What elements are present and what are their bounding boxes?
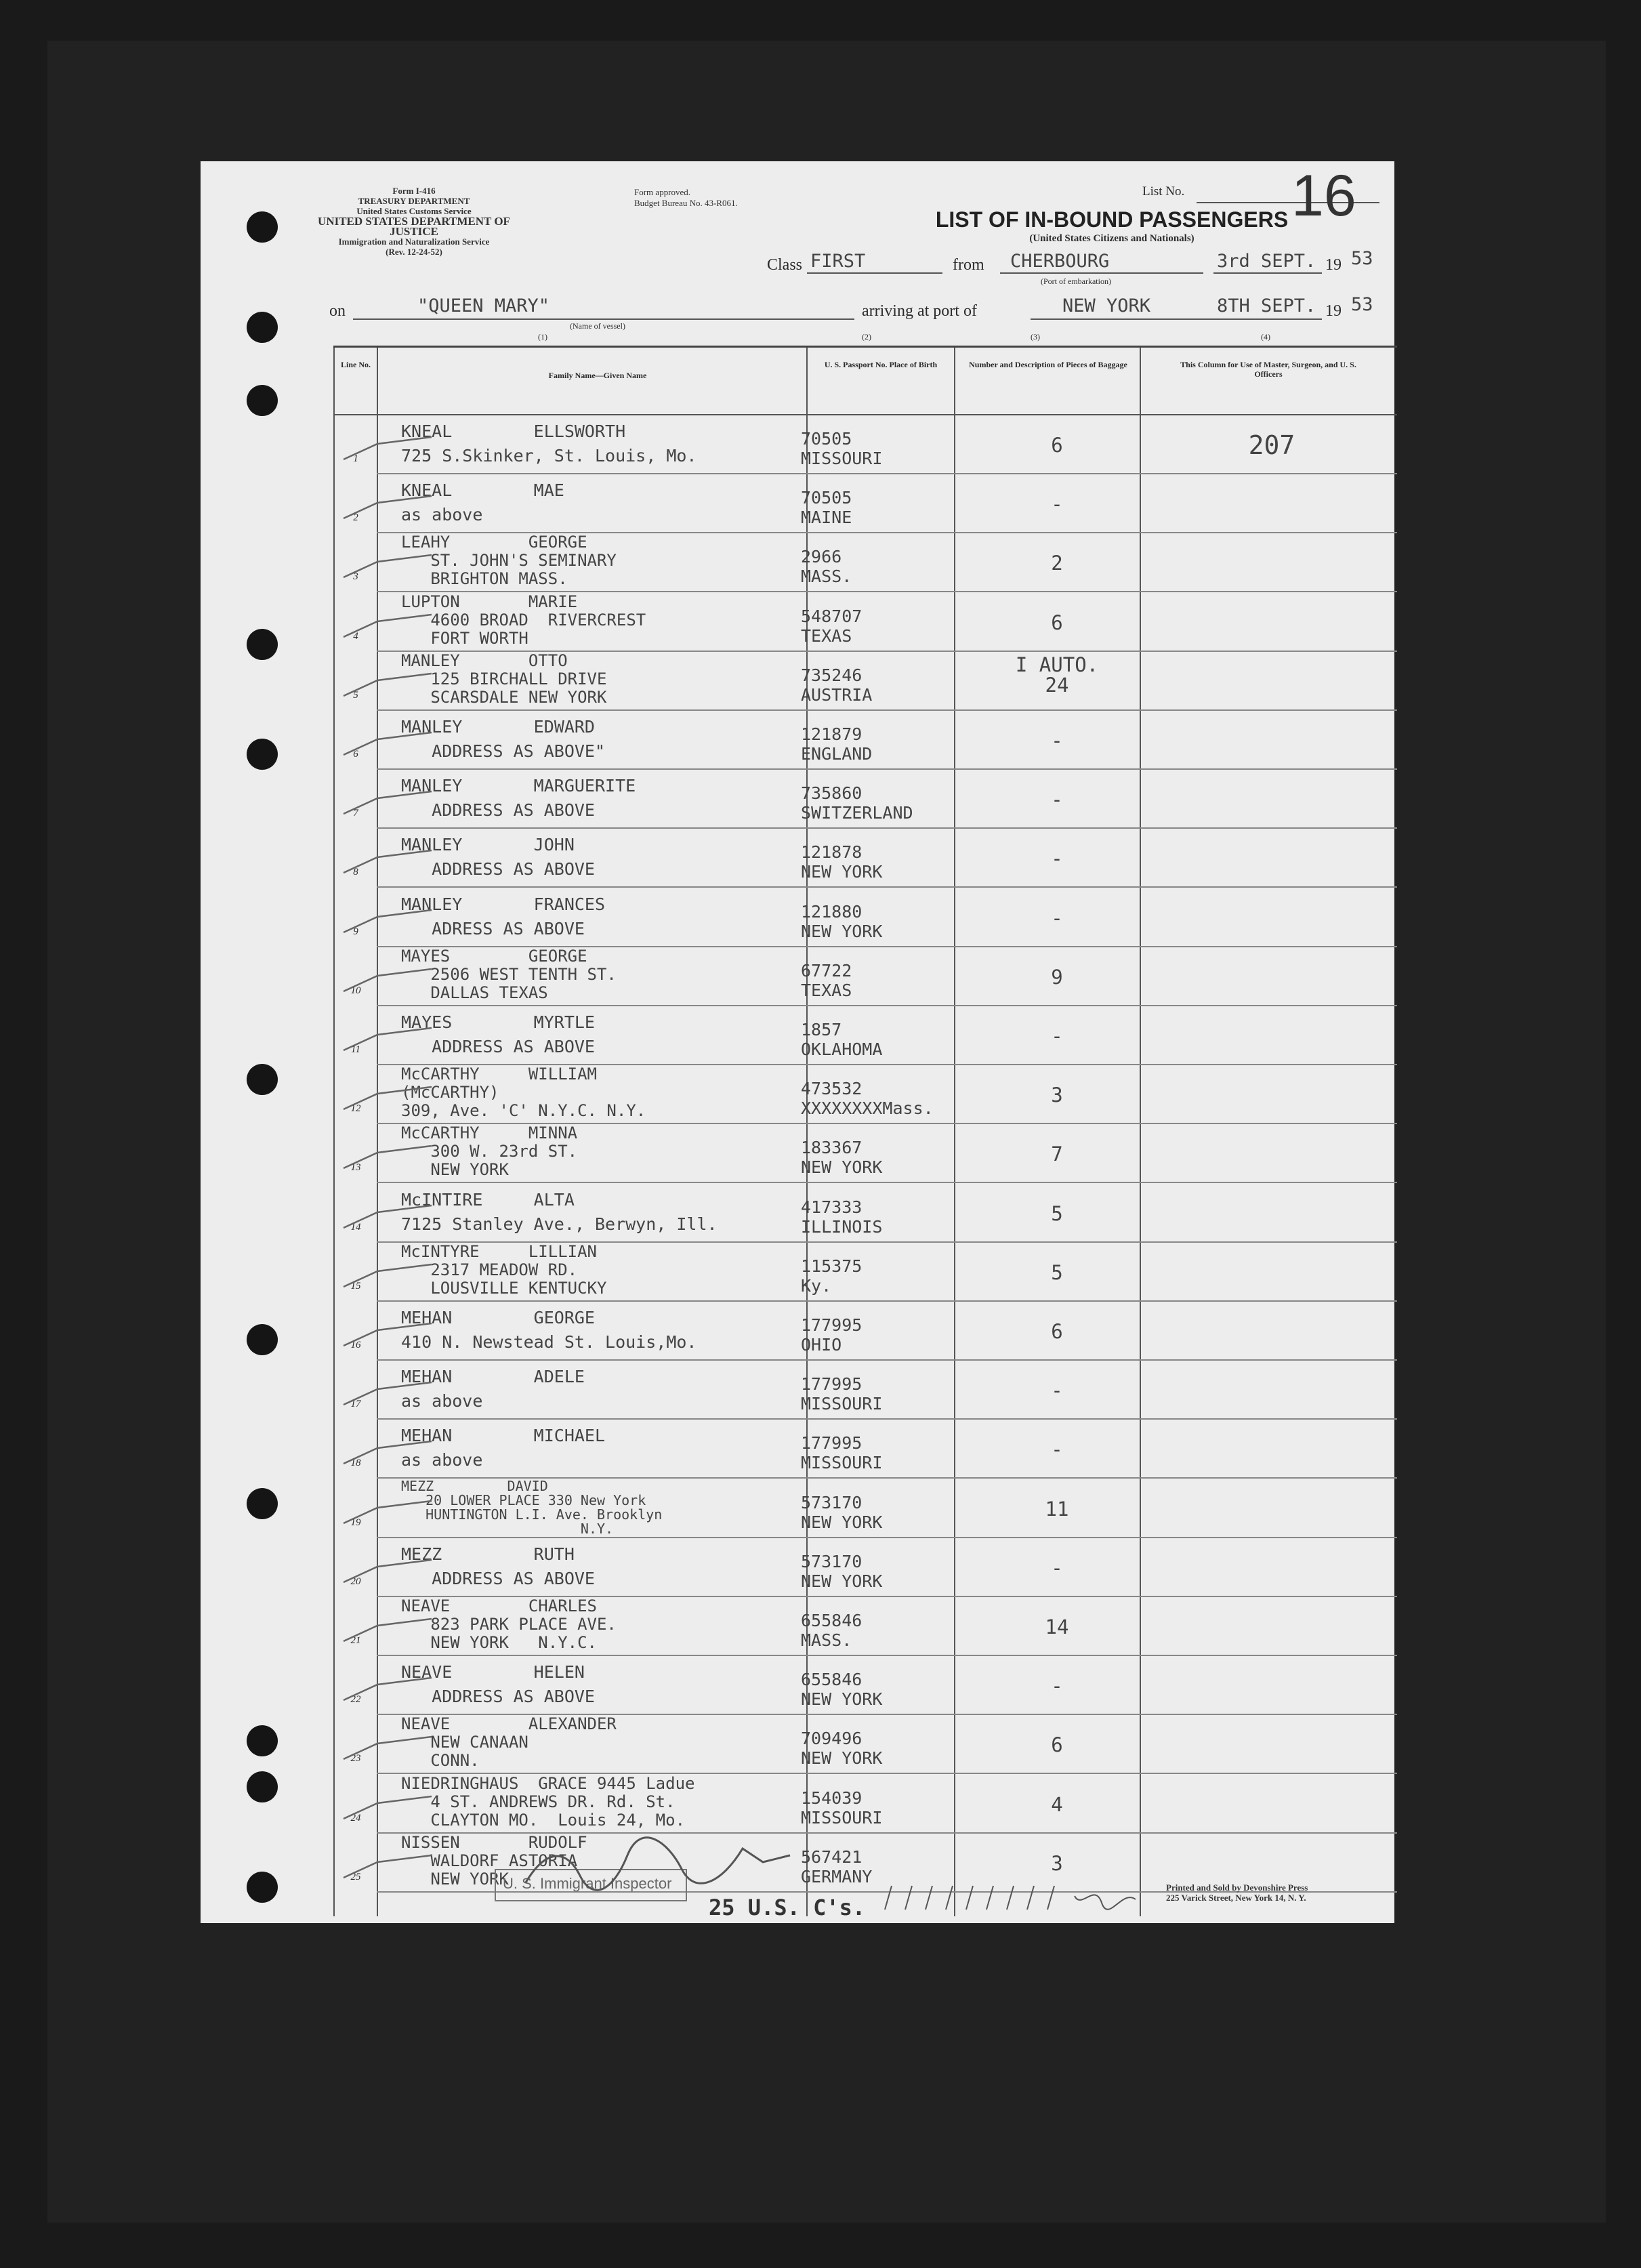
- line-number: 3: [353, 571, 358, 583]
- line-number: 17: [350, 1399, 361, 1410]
- binder-hole: [247, 629, 278, 660]
- baggage-count: -: [1051, 1556, 1063, 1580]
- arrival-date: 8TH SEPT.: [1217, 295, 1316, 316]
- table-row: [333, 1184, 1397, 1243]
- baggage-count: 6: [1051, 434, 1063, 457]
- binder-hole: [247, 211, 278, 243]
- manifest-page: [201, 161, 1394, 1923]
- passport-birthplace: 121880 NEW YORK: [801, 901, 883, 941]
- justice-dept: UNITED STATES DEPARTMENT OF JUSTICE: [318, 215, 510, 238]
- line-number: 20: [350, 1575, 361, 1587]
- check-mark-icon: [340, 1735, 435, 1762]
- passport-birthplace: 735246 AUSTRIA: [801, 665, 873, 705]
- printer-address: 225 Varick Street, New York 14, N. Y.: [1166, 1893, 1306, 1903]
- line-number: 8: [353, 867, 358, 878]
- line-number: 1: [353, 453, 358, 464]
- passport-birthplace: 1857 OKLAHOMA: [801, 1020, 883, 1059]
- inspector-signature: [519, 1835, 804, 1896]
- check-mark-icon: [340, 968, 435, 995]
- check-mark-icon: [340, 1381, 435, 1408]
- col-header-passport: U. S. Passport No. Place of Birth: [824, 360, 938, 369]
- vessel-name: "QUEEN MARY": [417, 295, 550, 316]
- tally-marks: [878, 1882, 1163, 1916]
- check-mark-icon: [340, 1086, 435, 1113]
- line-number: 24: [350, 1812, 361, 1823]
- line-number: 12: [350, 1103, 361, 1115]
- table-row: [333, 711, 1397, 770]
- table-row: [333, 947, 1397, 1006]
- baggage-count: I AUTO. 24: [1015, 653, 1099, 697]
- table-row: [333, 1124, 1397, 1183]
- check-mark-icon: [340, 1263, 435, 1290]
- check-mark-icon: [340, 1500, 435, 1527]
- arriving-label: arriving at port of: [862, 302, 977, 320]
- binder-hole: [247, 1064, 278, 1095]
- passport-birthplace: 573170 NEW YORK: [801, 1551, 883, 1591]
- check-mark-icon: [340, 672, 435, 699]
- baggage-count: -: [1051, 1025, 1063, 1048]
- passport-birthplace: 655846 MASS.: [801, 1611, 863, 1650]
- table-row: [333, 770, 1397, 829]
- passenger-name-address: MEZZ DAVID 20 LOWER PLACE 330 New York HUNTINGTON L.I. Ave. Brooklyn N.Y.: [401, 1477, 663, 1537]
- line-number: 18: [350, 1458, 361, 1469]
- baggage-count: -: [1051, 493, 1063, 516]
- line-number: 22: [350, 1694, 361, 1706]
- passport-birthplace: 121879 ENGLAND: [801, 724, 873, 764]
- col-header-officers: This Column for Use of Master, Surgeon, and U. S. Officers: [1180, 360, 1356, 379]
- table-row: [333, 888, 1397, 947]
- baggage-count: 7: [1051, 1142, 1063, 1166]
- passport-birthplace: 417333 ILLINOIS: [801, 1197, 883, 1237]
- passenger-name-address: MANLEY MARGUERITE ADDRESS AS ABOVE: [401, 776, 636, 821]
- passenger-name-address: KNEAL MAE as above: [401, 480, 564, 525]
- arrival-port: NEW YORK: [1062, 295, 1151, 316]
- check-mark-icon: [340, 1854, 435, 1881]
- baggage-count: 4: [1051, 1792, 1063, 1816]
- baggage-count: 6: [1051, 1320, 1063, 1343]
- line-number: 11: [351, 1044, 360, 1055]
- page-title: LIST OF IN-BOUND PASSENGERS: [935, 207, 1289, 232]
- passenger-name-address: McINTIRE ALTA 7125 Stanley Ave., Berwyn, Ill.: [401, 1189, 718, 1234]
- line-number: 15: [350, 1280, 361, 1292]
- line-number: 2: [353, 512, 358, 524]
- passenger-name-address: MEZZ RUTH ADDRESS AS ABOVE: [401, 1544, 595, 1588]
- table-row: [333, 1538, 1397, 1597]
- check-mark-icon: [340, 849, 435, 876]
- form-number: Form I-416: [392, 186, 436, 196]
- printer-info: [1166, 1882, 1308, 1903]
- col-header-name: Family Name—Given Name: [548, 371, 647, 380]
- check-mark-icon: [340, 1617, 435, 1645]
- col-header-baggage: Number and Description of Pieces of Baggage: [969, 360, 1127, 369]
- binder-hole: [247, 1725, 278, 1756]
- passport-birthplace: 573170 NEW YORK: [801, 1492, 883, 1532]
- check-mark-icon: [340, 731, 435, 758]
- table-row: [333, 593, 1397, 652]
- line-number: 5: [353, 689, 358, 701]
- passport-birthplace: 473532 XXXXXXXXMass.: [801, 1079, 934, 1119]
- passport-birthplace: 177995 OHIO: [801, 1315, 863, 1355]
- summary-count: 25 U.S. C's.: [709, 1895, 866, 1920]
- line-number: 23: [350, 1753, 361, 1765]
- line-number: 9: [353, 926, 358, 937]
- col-num-1: (1): [538, 332, 547, 342]
- binder-hole: [247, 739, 278, 770]
- check-mark-icon: [340, 613, 435, 640]
- binder-hole: [247, 1324, 278, 1355]
- passenger-name-address: McCARTHY WILLIAM (McCARTHY) 309, Ave. 'C' N.Y.C. N.Y.: [401, 1065, 646, 1121]
- baggage-count: -: [1051, 906, 1063, 930]
- printer-name: Printed and Sold by Devonshire Press: [1166, 1882, 1308, 1893]
- line-number: 16: [350, 1340, 361, 1351]
- check-mark-icon: [340, 1145, 435, 1172]
- passport-birthplace: 735860 SWITZERLAND: [801, 783, 913, 823]
- passenger-name-address: McCARTHY MINNA 300 W. 23rd ST. NEW YORK: [401, 1123, 578, 1180]
- arrival-year: 53: [1351, 294, 1373, 315]
- class-label: Class: [767, 256, 803, 274]
- check-mark-icon: [340, 1204, 435, 1231]
- passport-birthplace: 177995 MISSOURI: [801, 1433, 883, 1473]
- baggage-count: -: [1051, 847, 1063, 871]
- passport-birthplace: 177995 MISSOURI: [801, 1374, 883, 1414]
- table-row: [333, 474, 1397, 533]
- check-mark-icon: [340, 909, 435, 936]
- baggage-count: 14: [1045, 1615, 1069, 1638]
- table-row: [333, 1775, 1397, 1834]
- baggage-count: 9: [1051, 965, 1063, 989]
- line-number: 21: [350, 1635, 361, 1646]
- passenger-name-address: MANLEY EDWARD ADDRESS AS ABOVE": [401, 717, 606, 761]
- passenger-name-address: NEAVE CHARLES 823 PARK PLACE AVE. NEW YORK N.Y.C.: [401, 1596, 617, 1652]
- passport-birthplace: 655846 NEW YORK: [801, 1670, 883, 1710]
- table-row: [333, 1597, 1397, 1656]
- baggage-count: -: [1051, 1438, 1063, 1462]
- check-mark-icon: [340, 495, 435, 522]
- col-num-4: (4): [1261, 332, 1270, 342]
- check-mark-icon: [340, 1559, 435, 1586]
- officer-note: 207: [1248, 430, 1295, 460]
- baggage-count: 6: [1051, 611, 1063, 634]
- vessel-caption: (Name of vessel): [570, 321, 625, 331]
- table-row: [333, 1479, 1397, 1538]
- ins-service: Immigration and Naturalization Service: [338, 236, 490, 247]
- binder-hole: [247, 385, 278, 416]
- table-row: [333, 652, 1397, 711]
- table-row: [333, 829, 1397, 888]
- passenger-name-address: LUPTON MARIE 4600 BROAD RIVERCREST FORT WORTH: [401, 592, 646, 648]
- depart-year: 53: [1351, 248, 1373, 269]
- depart-date: 3rd SEPT.: [1217, 251, 1316, 272]
- check-mark-icon: [340, 554, 435, 581]
- passenger-name-address: NEAVE ALEXANDER NEW CANAAN CONN.: [401, 1714, 617, 1771]
- line-number: 19: [350, 1517, 361, 1528]
- list-no-value: 16: [1291, 163, 1356, 228]
- passenger-name-address: LEAHY GEORGE ST. JOHN'S SEMINARY BRIGHTON MASS.: [401, 533, 617, 589]
- form-approved-block: [634, 187, 738, 209]
- customs-service: United States Customs Service: [356, 206, 472, 216]
- binder-hole: [247, 312, 278, 343]
- table-row: [333, 1243, 1397, 1302]
- passport-birthplace: 115375 Ky.: [801, 1256, 863, 1296]
- class-value: FIRST: [810, 251, 866, 272]
- check-mark-icon: [340, 1795, 435, 1822]
- table-row: [333, 1065, 1397, 1124]
- passenger-name-address: MANLEY FRANCES ADRESS AS ABOVE: [401, 894, 606, 939]
- passport-birthplace: 2966 MASS.: [801, 547, 852, 587]
- table-row: [333, 415, 1397, 474]
- form-issuer-block: [309, 186, 519, 257]
- line-number: 10: [350, 985, 361, 996]
- baggage-count: 2: [1051, 552, 1063, 575]
- passport-birthplace: 154039 MISSOURI: [801, 1788, 883, 1828]
- passenger-name-address: NEAVE HELEN ADDRESS AS ABOVE: [401, 1662, 595, 1707]
- list-no-label: List No.: [1142, 184, 1185, 199]
- col-num-3: (3): [1031, 332, 1040, 342]
- passport-birthplace: 548707 TEXAS: [801, 606, 863, 646]
- passenger-name-address: MEHAN MICHAEL as above: [401, 1426, 606, 1470]
- year-prefix-2: 19: [1325, 302, 1342, 320]
- passenger-name-address: McINTYRE LILLIAN 2317 MEADOW RD. LOUSVILLE KENTUCKY: [401, 1241, 607, 1298]
- baggage-count: -: [1051, 1674, 1063, 1698]
- from-value: CHERBOURG: [1010, 251, 1110, 272]
- check-mark-icon: [340, 1027, 435, 1054]
- passenger-name-address: MEHAN GEORGE 410 N. Newstead St. Louis,Mo.: [401, 1308, 697, 1352]
- passenger-name-address: MANLEY OTTO 125 BIRCHALL DRIVE SCARSDALE NEW YORK: [401, 651, 607, 707]
- line-number: 7: [353, 808, 358, 819]
- passenger-name-address: KNEAL ELLSWORTH 725 S.Skinker, St. Louis, Mo.: [401, 421, 697, 466]
- line-number: 6: [353, 749, 358, 760]
- passenger-name-address: MEHAN ADELE as above: [401, 1367, 585, 1411]
- passenger-name-address: MAYES GEORGE 2506 WEST TENTH ST. DALLAS TEXAS: [401, 946, 617, 1002]
- passenger-name-address: NISSEN RUDOLF WALDORF ASTORIA NEW YORK: [401, 1832, 587, 1889]
- passport-birthplace: 67722 TEXAS: [801, 960, 852, 1000]
- baggage-count: 5: [1051, 1201, 1063, 1225]
- table-row: [333, 533, 1397, 592]
- passenger-name-address: MANLEY JOHN ADDRESS AS ABOVE: [401, 835, 595, 880]
- col-num-2: (2): [862, 332, 871, 342]
- baggage-count: 6: [1051, 1733, 1063, 1757]
- from-label: from: [953, 256, 984, 274]
- baggage-count: -: [1051, 729, 1063, 752]
- passport-birthplace: 709496 NEW YORK: [801, 1729, 883, 1769]
- table-row: [333, 1420, 1397, 1479]
- passport-birthplace: 70505 MISSOURI: [801, 429, 883, 468]
- binder-hole: [247, 1488, 278, 1519]
- binder-hole: [247, 1771, 278, 1802]
- year-prefix: 19: [1325, 256, 1342, 274]
- baggage-count: 11: [1045, 1497, 1069, 1521]
- inspector-stamp: U. S. Immigrant Inspector: [495, 1869, 687, 1901]
- table-row: [333, 1715, 1397, 1774]
- budget-bureau: Budget Bureau No. 43-R061.: [634, 198, 738, 208]
- revision: (Rev. 12-24-52): [386, 247, 442, 257]
- passport-birthplace: 70505 MAINE: [801, 488, 852, 528]
- passenger-name-address: MAYES MYRTLE ADDRESS AS ABOVE: [401, 1012, 595, 1056]
- col-header-line: Line No.: [340, 360, 371, 369]
- check-mark-icon: [340, 790, 435, 817]
- table-row: [333, 1006, 1397, 1065]
- on-label: on: [329, 302, 346, 320]
- baggage-count: -: [1051, 788, 1063, 812]
- treasury-dept: TREASURY DEPARTMENT: [358, 196, 470, 206]
- check-mark-icon: [340, 436, 435, 463]
- passport-birthplace: 121878 NEW YORK: [801, 842, 883, 882]
- table-row: [333, 1361, 1397, 1420]
- table-row: [333, 1302, 1397, 1361]
- line-number: 13: [350, 1162, 361, 1174]
- check-mark-icon: [340, 1440, 435, 1467]
- line-number: 4: [353, 630, 358, 642]
- line-number: 14: [350, 1221, 361, 1233]
- table-row: [333, 1656, 1397, 1715]
- passenger-table: [333, 346, 1397, 1916]
- page-subtitle: (United States Citizens and Nationals): [1029, 233, 1195, 244]
- binder-hole: [247, 1872, 278, 1903]
- passenger-name-address: NIEDRINGHAUS GRACE 9445 Ladue 4 ST. ANDREWS DR. Rd. St. CLAYTON MO. Louis 24, Mo.: [401, 1773, 695, 1830]
- baggage-count: -: [1051, 1379, 1063, 1403]
- line-number: 25: [350, 1871, 361, 1882]
- passport-birthplace: 183367 NEW YORK: [801, 1138, 883, 1178]
- passport-birthplace: 567421 GERMANY: [801, 1847, 873, 1886]
- baggage-count: 3: [1051, 1851, 1063, 1875]
- baggage-count: 5: [1051, 1260, 1063, 1284]
- baggage-count: 3: [1051, 1084, 1063, 1107]
- embark-caption: (Port of embarkation): [1041, 276, 1111, 286]
- check-mark-icon: [340, 1676, 435, 1704]
- check-mark-icon: [340, 1322, 435, 1349]
- form-approved: Form approved.: [634, 187, 691, 197]
